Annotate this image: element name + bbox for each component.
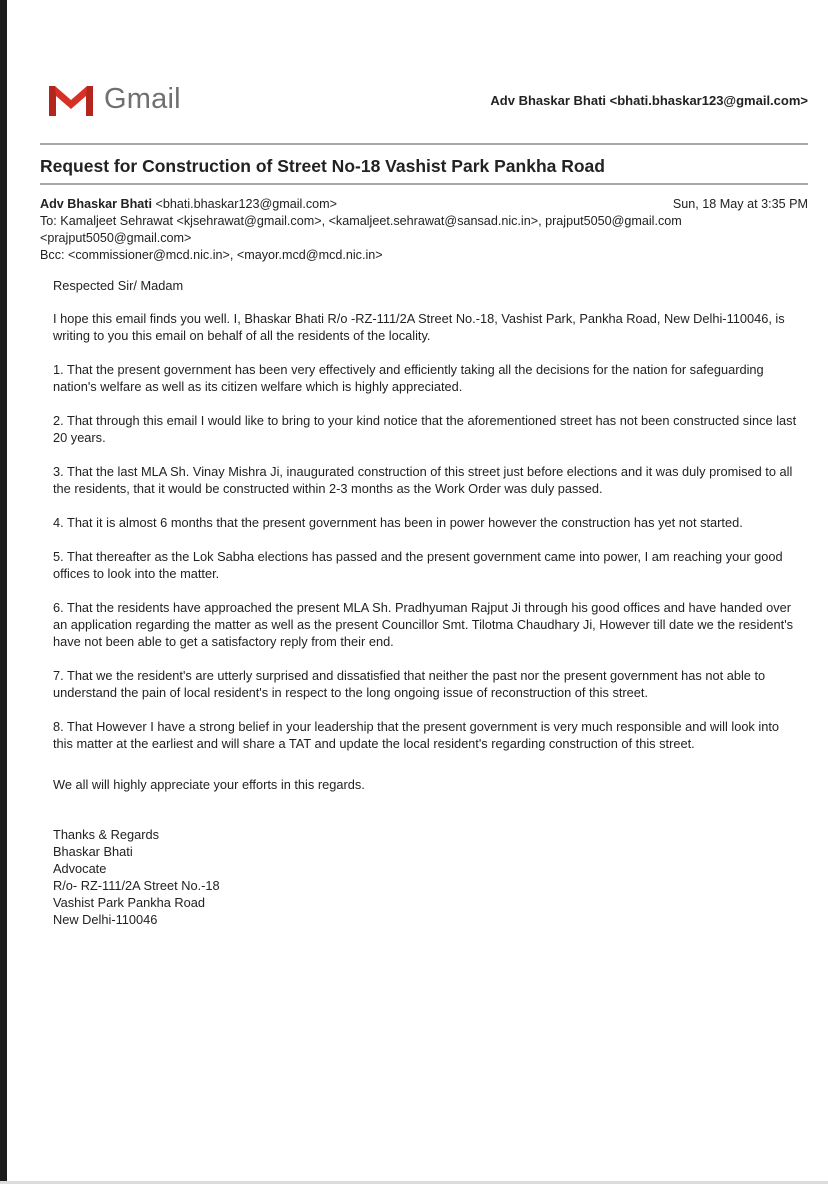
point-4: 4. That it is almost 6 months that the present government has been in power however the construction has yet not started.: [53, 515, 743, 530]
point-3: 3. That the last MLA Sh. Vinay Mishra Ji, inaugurated construction of this street just before elections and it was duly promised to all the residents, that it would be constructed within 2-3 months as the Work Order was duly passed.: [53, 464, 793, 496]
sender-email: <bhati.bhaskar123@gmail.com>: [155, 197, 337, 211]
signature-line: Advocate: [53, 861, 107, 876]
signature-line: Bhaskar Bhati: [53, 844, 133, 859]
point-6: 6. That the residents have approached the present MLA Sh. Pradhyuman Rajput Ji through his good offices and have handed over an application regarding the matter as well as the present Councillor Smt. Tilotma Chaudhary Ji, However till date we the resident's have not been able to get a satisfactory reply from their end.: [53, 600, 794, 649]
intro-paragraph: I hope this email finds you well. I, Bhaskar Bhati R/o -RZ-111/2A Street No.-18, Vashist Park, Pankha Road, New Delhi-110046, is writing to you this email on behalf of all the residents of the locality.: [53, 311, 785, 343]
bcc-row: Bcc: <commissioner@mcd.nic.in>, <mayor.mcd@mcd.nic.in>: [40, 248, 383, 262]
to-row: To: Kamaljeet Sehrawat <kjsehrawat@gmail.com>, <kamaljeet.sehrawat@sansad.nic.in>, prajput5050@gmail.com <prajput5050@gmail.com>: [40, 214, 682, 245]
gmail-m-icon: [46, 82, 96, 122]
signature-line: Vashist Park Pankha Road: [53, 895, 205, 910]
left-border: [0, 0, 7, 1184]
gmail-header: [46, 80, 808, 120]
divider-top: [40, 143, 808, 145]
gmail-logo: [46, 80, 196, 120]
point-2: 2. That through this email I would like to bring to your kind notice that the aforementioned street has not been constructed since last 20 years.: [53, 413, 797, 445]
point-1: 1. That the present government has been very effectively and efficiently taking all the decisions for the nation for safeguarding nation's welfare as well as its citizen welfare which is highly appreciated.: [53, 362, 764, 394]
signature-line: New Delhi-110046: [53, 912, 158, 927]
point-5: 5. That thereafter as the Lok Sabha elections has passed and the present government came into power, I am reaching your good offices to look into the matter.: [53, 549, 783, 581]
signature-line: R/o- RZ-111/2A Street No.-18: [53, 878, 220, 893]
from-row: [40, 196, 808, 213]
email-meta: [40, 196, 808, 264]
closing-line: We all will highly appreciate your efforts in this regards.: [53, 777, 365, 792]
email-subject: Request for Construction of Street No-18 Vashist Park Pankha Road: [40, 156, 605, 176]
gmail-wordmark: Gmail: [104, 83, 181, 115]
greeting: Respected Sir/ Madam: [53, 278, 184, 293]
signature-line: Thanks & Regards: [53, 827, 159, 842]
point-7: 7. That we the resident's are utterly surprised and dissatisfied that neither the past nor the present government has not able to understand the pain of local resident's in respect to the long ongoing issue of reconstruction of this street.: [53, 668, 766, 700]
email-date: Sun, 18 May at 3:35 PM: [672, 197, 808, 211]
sender-name: Adv Bhaskar Bhati: [40, 197, 152, 211]
divider-subject: [40, 183, 808, 185]
account-email: Adv Bhaskar Bhati <bhati.bhaskar123@gmail.com>: [490, 93, 808, 108]
signature-block: [53, 826, 798, 928]
email-body: [53, 277, 798, 928]
point-8: 8. That However I have a strong belief in your leadership that the present government is very much responsible and will look into this matter at the earliest and will share a TAT and update the local resident's regarding construction of this street.: [53, 719, 780, 751]
